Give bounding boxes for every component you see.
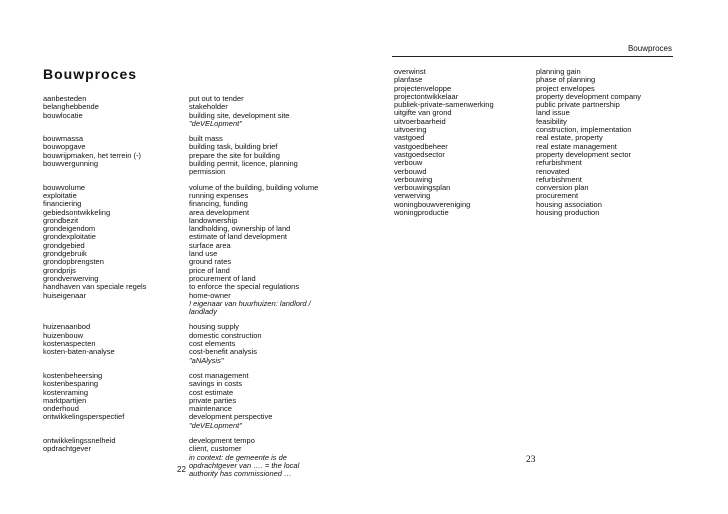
glossary-term: kosten-baten-analyse <box>43 347 115 357</box>
glossary-translation: building task, building brief <box>189 142 278 152</box>
glossary-term: verbouwingsplan <box>394 183 451 193</box>
glossary-term: kostenaspecten <box>43 339 96 349</box>
glossary-term: overwinst <box>394 67 426 76</box>
glossary-translation: domestic construction <box>189 330 262 340</box>
glossary-translation: volume of the building, building volume <box>189 182 319 192</box>
glossary-term: projectenveloppe <box>394 83 452 93</box>
glossary-translation: stakeholder <box>189 102 228 112</box>
glossary-translation: procurement <box>536 191 579 201</box>
glossary-translation: development perspective <box>189 412 273 422</box>
glossary-term: ontwikkelingssnelheid <box>43 435 116 445</box>
glossary-term: planfase <box>394 75 423 85</box>
glossary-translation: "aNAlysis" <box>189 355 224 365</box>
glossary-translation: conversion plan <box>536 183 589 193</box>
glossary-translation: prepare the site for building <box>189 150 280 160</box>
glossary-translation: procurement of land <box>189 273 256 283</box>
glossary-translation: housing production <box>536 208 600 218</box>
page-number-right: 23 <box>526 455 536 465</box>
glossary-translation: cost-benefit analysis <box>189 347 257 357</box>
glossary-translation: phase of planning <box>536 75 596 85</box>
glossary-translation: put out to tender <box>189 94 244 103</box>
glossary-term: huizenbouw <box>43 330 84 340</box>
glossary-term: grondprijs <box>43 265 76 275</box>
glossary-translation: surface area <box>189 240 231 250</box>
glossary-term: uitvoerbaarheid <box>394 116 446 126</box>
glossary-translation: planning gain <box>536 67 581 76</box>
glossary-term: verbouwing <box>394 174 433 184</box>
glossary-term: marktpartijen <box>43 395 87 405</box>
left-glossary <box>43 95 343 478</box>
glossary-translation: land use <box>189 249 218 259</box>
glossary-translation: price of land <box>189 265 230 275</box>
glossary-translation: area development <box>189 207 250 217</box>
glossary-translation: authority has commissioned … <box>189 469 292 479</box>
glossary-translation: ground rates <box>189 257 232 267</box>
running-header-title: Bouwproces <box>627 44 672 53</box>
right-glossary <box>394 68 694 217</box>
glossary-translation: development tempo <box>189 435 255 445</box>
glossary-term: bouwrijpmaken, het terrein (-) <box>43 150 141 160</box>
glossary-translation: housing association <box>536 199 602 209</box>
glossary-term: vastgoedsector <box>394 149 445 159</box>
glossary-translation: maintenance <box>189 404 232 414</box>
glossary-translation: real estate management <box>536 141 617 151</box>
glossary-term: huiseigenaar <box>43 290 86 300</box>
glossary-term: uitvoering <box>394 125 427 135</box>
glossary-row <box>394 209 694 217</box>
glossary-term: publiek-private-samenwerking <box>394 100 494 110</box>
glossary-term: vastgoed <box>394 133 425 143</box>
glossary-translation: estimate of land development <box>189 232 287 242</box>
glossary-term: grondexploitatie <box>43 232 96 242</box>
glossary-term: woningbouwvereniging <box>394 199 471 209</box>
glossary-term: verbouw <box>394 158 423 168</box>
glossary-term: bouwlocatie <box>43 110 83 120</box>
glossary-term: kostenraming <box>43 387 89 397</box>
glossary-translation: ! eigenaar van huurhuizen: landlord / <box>189 298 311 308</box>
glossary-translation: private parties <box>189 395 237 405</box>
glossary-term: belanghebbende <box>43 102 99 112</box>
glossary-term: bouwvergunning <box>43 159 99 169</box>
page-title: Bouwproces <box>43 66 138 82</box>
glossary-translation: "deVELopment" <box>189 118 242 128</box>
glossary-term: grondeigendom <box>43 224 96 234</box>
glossary-translation: built mass <box>189 134 223 144</box>
glossary-translation: feasibility <box>536 116 567 126</box>
glossary-translation: landlady <box>189 307 217 317</box>
glossary-translation: building permit, licence, planning <box>189 159 298 169</box>
glossary-term: handhaven van speciale regels <box>43 282 147 292</box>
glossary-translation: running expenses <box>189 190 249 200</box>
glossary-term: gebiedsontwikkeling <box>43 207 111 217</box>
glossary-translation: landownership <box>189 215 238 225</box>
glossary-translation: cost estimate <box>189 387 234 397</box>
glossary-term: aanbesteden <box>43 94 87 103</box>
glossary-term: financiering <box>43 199 82 209</box>
glossary-term: bouwvolume <box>43 182 86 192</box>
glossary-translation: housing supply <box>189 322 240 332</box>
header-rule <box>392 56 673 57</box>
glossary-translation: landholding, ownership of land <box>189 224 291 234</box>
glossary-translation: property development sector <box>536 149 632 159</box>
right-page <box>364 0 728 514</box>
glossary-translation: cost management <box>189 370 249 380</box>
glossary-translation: client, customer <box>189 444 242 454</box>
glossary-row <box>43 422 343 430</box>
glossary-term: kostenbesparing <box>43 379 99 389</box>
glossary-term: bouwopgave <box>43 142 86 152</box>
glossary-translation: property development company <box>536 91 642 101</box>
glossary-translation: financing, funding <box>189 199 248 209</box>
glossary-translation: refurbishment <box>536 174 582 184</box>
glossary-row <box>43 168 343 176</box>
glossary-term: verwerving <box>394 191 431 201</box>
glossary-term: ontwikkelingsperspectief <box>43 412 125 422</box>
glossary-term: opdrachtgever <box>43 444 91 454</box>
glossary-translation: construction, implementation <box>536 125 632 135</box>
glossary-translation: land issue <box>536 108 570 118</box>
glossary-translation: building site, development site <box>189 110 290 120</box>
glossary-term: grondgebied <box>43 240 85 250</box>
glossary-translation: to enforce the special regulations <box>189 282 300 292</box>
glossary-term: grondopbrengsten <box>43 257 104 267</box>
glossary-term: bouwmassa <box>43 134 84 144</box>
glossary-translation: project envelopes <box>536 83 595 93</box>
glossary-translation: opdrachtgever van …. = the local <box>189 460 300 470</box>
glossary-term: onderhoud <box>43 404 79 414</box>
glossary-translation: in context: de gemeente is de <box>189 452 287 462</box>
glossary-term: huizenaanbod <box>43 322 91 332</box>
glossary-translation: real estate, property <box>536 133 603 143</box>
glossary-row <box>43 120 343 128</box>
glossary-term: projectontwikkelaar <box>394 91 459 101</box>
glossary-translation: public private partnership <box>536 100 620 110</box>
glossary-term: verbouwd <box>394 166 427 176</box>
glossary-term: uitgifte van grond <box>394 108 452 118</box>
glossary-row <box>43 357 343 365</box>
glossary-translation: "deVELopment" <box>189 420 242 430</box>
glossary-translation: refurbishment <box>536 158 582 168</box>
glossary-translation: savings in costs <box>189 379 242 389</box>
glossary-term: exploitatie <box>43 190 77 200</box>
glossary-translation: permission <box>189 167 226 177</box>
glossary-translation: home-owner <box>189 290 231 300</box>
glossary-translation: renovated <box>536 166 570 176</box>
glossary-term: vastgoedbeheer <box>394 141 448 151</box>
glossary-term: grondverwerving <box>43 273 99 283</box>
page-number-left: 22 <box>177 465 186 474</box>
glossary-term: grondbezit <box>43 215 79 225</box>
glossary-term: woningproductie <box>394 208 449 218</box>
glossary-row <box>43 308 343 316</box>
glossary-row <box>43 470 343 478</box>
glossary-term: grondgebruik <box>43 249 87 259</box>
glossary-term: kostenbeheersing <box>43 370 103 380</box>
glossary-translation: cost elements <box>189 339 236 349</box>
